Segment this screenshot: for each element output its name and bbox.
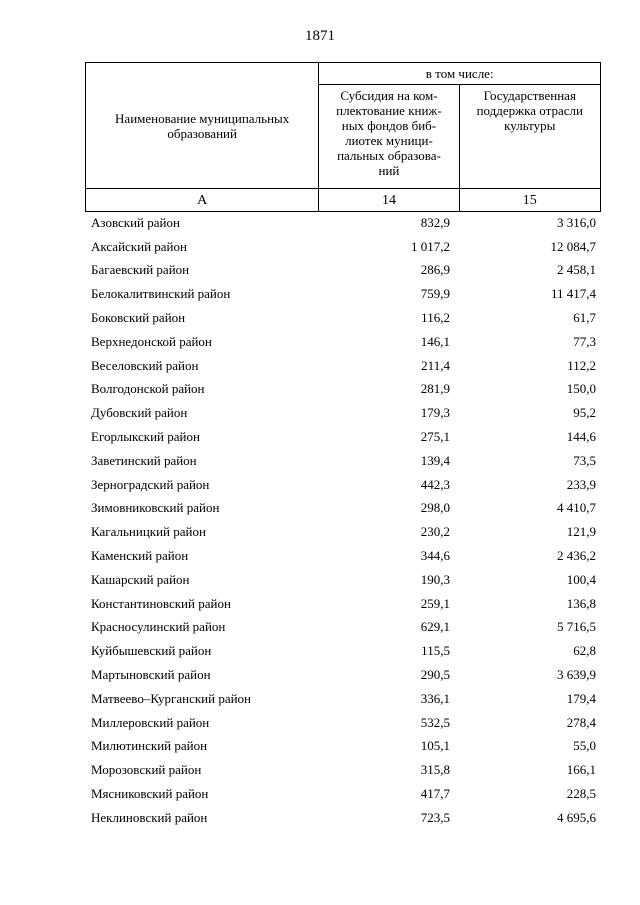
subsidy-value: 275,1 bbox=[420, 429, 450, 445]
table-row bbox=[85, 568, 601, 592]
municipality-name: Зерноградский район bbox=[91, 476, 210, 492]
table-row bbox=[85, 306, 601, 330]
municipality-name: Миллеровский район bbox=[91, 714, 210, 730]
municipality-name: Веселовский район bbox=[91, 357, 199, 373]
subsidy-value: 105,1 bbox=[420, 738, 450, 754]
table-row bbox=[85, 592, 601, 616]
municipality-name: Аксайский район bbox=[91, 238, 187, 254]
culture-support-value: 2 436,2 bbox=[557, 548, 596, 564]
culture-support-value: 61,7 bbox=[573, 310, 596, 326]
table-row bbox=[85, 544, 601, 568]
municipality-name: Заветинский район bbox=[91, 452, 197, 468]
municipality-name: Куйбышевский район bbox=[91, 643, 212, 659]
subsidy-value: 344,6 bbox=[420, 548, 450, 564]
letter-a-cell: А bbox=[86, 189, 319, 212]
municipality-name: Дубовский район bbox=[91, 405, 188, 421]
municipality-name: Мясниковский район bbox=[91, 786, 209, 802]
col15-header bbox=[459, 85, 600, 189]
subsidy-value: 139,4 bbox=[420, 452, 450, 468]
municipality-name: Милютинский район bbox=[91, 738, 208, 754]
municipality-name: Боковский район bbox=[91, 310, 186, 326]
culture-support-value: 55,0 bbox=[573, 738, 596, 754]
municipality-name: Каменский район bbox=[91, 548, 189, 564]
group-header: в том числе: bbox=[319, 63, 601, 85]
municipality-name: Неклиновский район bbox=[91, 809, 208, 825]
subsidy-value: 259,1 bbox=[420, 595, 450, 611]
col15-title: Государственная поддержка отрасли культуры bbox=[476, 88, 583, 133]
subsidy-value: 315,8 bbox=[420, 762, 450, 778]
data-table-body bbox=[85, 211, 601, 830]
subsidy-value: 759,9 bbox=[420, 286, 450, 302]
table-row bbox=[85, 687, 601, 711]
subsidy-value: 417,7 bbox=[420, 786, 450, 802]
subsidy-value: 230,2 bbox=[420, 524, 450, 540]
subsidy-value: 281,9 bbox=[420, 381, 450, 397]
table-row bbox=[85, 330, 601, 354]
table-row bbox=[85, 639, 601, 663]
subsidy-value: 286,9 bbox=[420, 262, 450, 278]
culture-support-value: 112,2 bbox=[567, 357, 596, 373]
culture-support-value: 179,4 bbox=[566, 690, 596, 706]
culture-support-value: 2 458,1 bbox=[557, 262, 596, 278]
table-header bbox=[85, 62, 601, 212]
col14-title: Субсидия на ком- плектование книж- ных фондов биб- лиотек муници- пальных образова- ний bbox=[336, 88, 442, 178]
data-table bbox=[85, 211, 601, 830]
culture-support-value: 228,5 bbox=[566, 786, 596, 802]
municipality-name: Багаевский район bbox=[91, 262, 190, 278]
table-row bbox=[85, 711, 601, 735]
table-row bbox=[85, 211, 601, 235]
culture-support-value: 150,0 bbox=[566, 381, 596, 397]
subsidy-value: 211,4 bbox=[421, 357, 450, 373]
culture-support-value: 166,1 bbox=[566, 762, 596, 778]
culture-support-value: 121,9 bbox=[566, 524, 596, 540]
culture-support-value: 77,3 bbox=[573, 333, 596, 349]
subsidy-value: 1 017,2 bbox=[410, 238, 450, 254]
subsidy-value: 629,1 bbox=[420, 619, 450, 635]
subsidy-value: 116,2 bbox=[421, 310, 450, 326]
subsidy-value: 190,3 bbox=[420, 571, 450, 587]
culture-support-value: 136,8 bbox=[566, 595, 596, 611]
table-row bbox=[85, 282, 601, 306]
table-row bbox=[85, 497, 601, 521]
table-row bbox=[85, 520, 601, 544]
table-row bbox=[85, 782, 601, 806]
municipality-name: Красносулинский район bbox=[91, 619, 226, 635]
culture-support-value: 233,9 bbox=[566, 476, 596, 492]
table-row bbox=[85, 758, 601, 782]
municipality-name: Константиновский район bbox=[91, 595, 231, 611]
subsidy-value: 146,1 bbox=[420, 333, 450, 349]
municipality-name: Азовский район bbox=[91, 214, 180, 230]
subsidy-value: 115,5 bbox=[421, 643, 450, 659]
subsidy-value: 336,1 bbox=[420, 690, 450, 706]
culture-support-value: 5 716,5 bbox=[557, 619, 596, 635]
culture-support-value: 73,5 bbox=[573, 452, 596, 468]
table-row bbox=[85, 473, 601, 497]
name-column-header: Наименование муниципальных образований bbox=[86, 63, 319, 189]
culture-support-value: 4 410,7 bbox=[557, 500, 596, 516]
municipality-name: Верхнедонской район bbox=[91, 333, 212, 349]
table-row bbox=[85, 401, 601, 425]
table-row bbox=[85, 663, 601, 687]
municipality-name: Белокалитвинский район bbox=[91, 286, 231, 302]
municipality-name: Кагальницкий район bbox=[91, 524, 206, 540]
municipality-name: Матвеево–Курганский район bbox=[91, 690, 252, 706]
table-row bbox=[85, 449, 601, 473]
num-14-cell: 14 bbox=[319, 189, 459, 212]
municipality-name: Волгодонской район bbox=[91, 381, 205, 397]
subsidy-value: 442,3 bbox=[420, 476, 450, 492]
culture-support-value: 3 316,0 bbox=[557, 214, 596, 230]
subsidy-value: 179,3 bbox=[420, 405, 450, 421]
table-row bbox=[85, 259, 601, 283]
municipality-name: Мартыновский район bbox=[91, 667, 211, 683]
culture-support-value: 62,8 bbox=[573, 643, 596, 659]
subsidy-value: 298,0 bbox=[420, 500, 450, 516]
subsidy-value: 290,5 bbox=[420, 667, 450, 683]
culture-support-value: 100,4 bbox=[566, 571, 596, 587]
subsidy-value: 723,5 bbox=[420, 809, 450, 825]
municipality-name: Егорлыкский район bbox=[91, 429, 200, 445]
culture-support-value: 278,4 bbox=[566, 714, 596, 730]
table-row bbox=[85, 806, 601, 830]
culture-support-value: 4 695,6 bbox=[557, 809, 596, 825]
subsidy-value: 832,9 bbox=[420, 214, 450, 230]
table-row bbox=[85, 616, 601, 640]
table-row bbox=[85, 235, 601, 259]
culture-support-value: 3 639,9 bbox=[557, 667, 596, 683]
table-row bbox=[85, 354, 601, 378]
subsidy-value: 532,5 bbox=[420, 714, 450, 730]
municipality-name: Зимовниковский район bbox=[91, 500, 220, 516]
culture-support-value: 12 084,7 bbox=[550, 238, 596, 254]
municipality-name: Кашарский район bbox=[91, 571, 190, 587]
culture-support-value: 11 417,4 bbox=[550, 286, 596, 302]
municipality-name: Морозовский район bbox=[91, 762, 202, 778]
table-row bbox=[85, 735, 601, 759]
culture-support-value: 95,2 bbox=[573, 405, 596, 421]
table-row bbox=[85, 425, 601, 449]
col14-header bbox=[319, 85, 459, 189]
num-15-cell: 15 bbox=[459, 189, 600, 212]
culture-support-value: 144,6 bbox=[566, 429, 596, 445]
table-row bbox=[85, 378, 601, 402]
page-number: 1871 bbox=[305, 28, 335, 44]
